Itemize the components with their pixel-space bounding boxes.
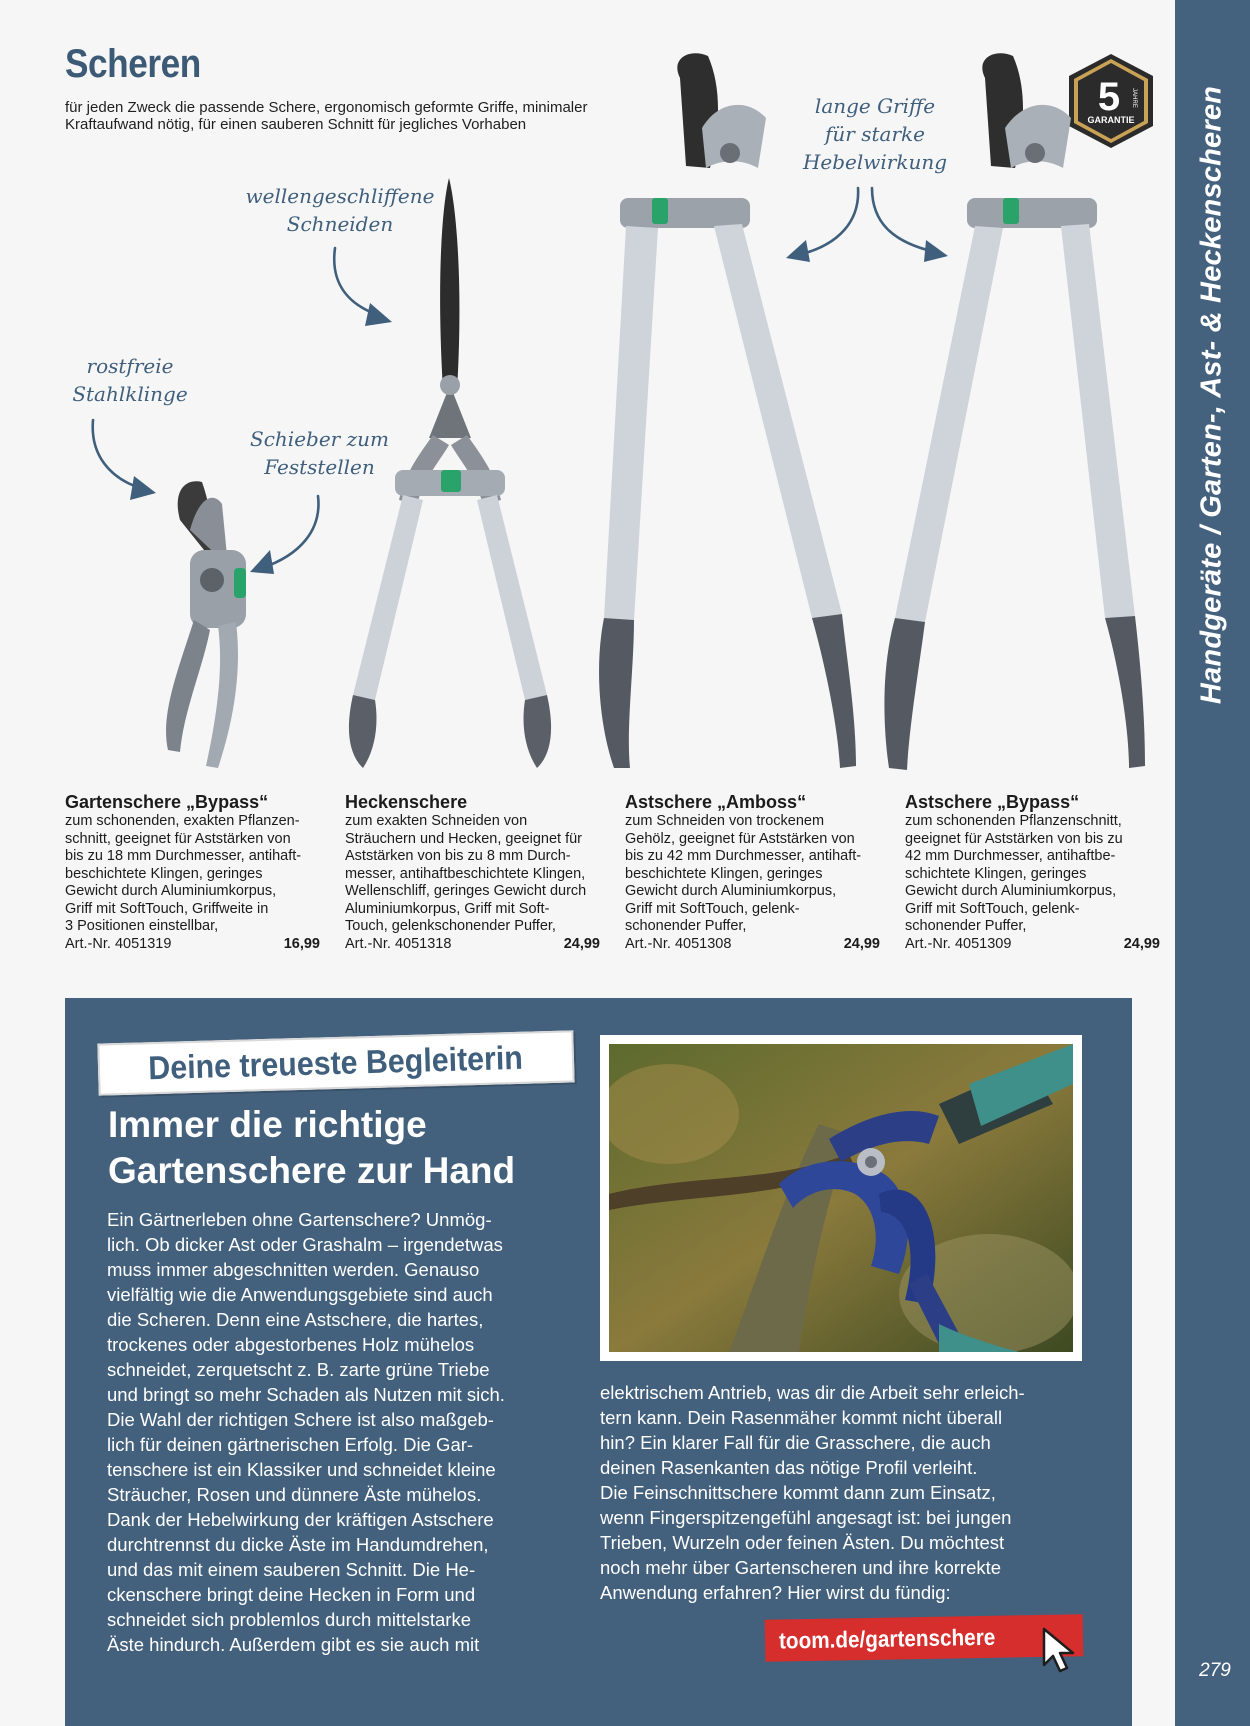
product-price: 16,99 [283, 935, 320, 952]
text-line: tern kann. Dein Rasenmäher kommt nicht überall [600, 1407, 1003, 1428]
badge-number: 5 [1097, 75, 1121, 119]
product-desc-line: Aststärken von bis zu 8 mm Durch- [345, 848, 571, 864]
page-number: 279 [1199, 1660, 1231, 1681]
product-art-row [905, 936, 1160, 954]
product-art-nr: Art.-Nr. 4051319 [65, 935, 172, 952]
product-desc-line: 3 Positionen einstellbar, [65, 918, 219, 934]
product-name: Astschere „Bypass“ [905, 792, 1080, 812]
product-art-nr: Art.-Nr. 4051308 [625, 935, 732, 952]
product-desc-line: schichtete Klingen, geringes [905, 865, 1087, 882]
page-title: Scheren [65, 42, 201, 86]
feature-text-col1 [107, 1207, 577, 1657]
product-desc-line: Wellenschliff, geringes Gewicht durch [345, 883, 587, 899]
text-line: und bringt so mehr Schaden als Nutzen mit sich. [107, 1384, 505, 1405]
feature-text-col2 [600, 1380, 1070, 1605]
product-desc-line: zum Schneiden von trockenem [625, 813, 825, 829]
text-line: hin? Ein klarer Fall für die Grasschere, die auch [600, 1432, 991, 1453]
product-desc-line: messer, antihaftbeschichtete Klingen, [345, 865, 586, 882]
product-art-nr: Art.-Nr. 4051318 [345, 935, 452, 952]
product-art-nr: Art.-Nr. 4051309 [905, 935, 1012, 952]
product-image-gartenschere-bypass [150, 470, 260, 770]
product-desc-line: zum exakten Schneiden von [345, 813, 528, 829]
product-desc-line: bis zu 42 mm Durchmesser, antihaft- [625, 848, 862, 864]
product-heckenschere [345, 792, 600, 953]
text-line: elektrischem Antrieb, was dir die Arbeit sehr erleich- [600, 1382, 1025, 1403]
product-desc-line: zum schonenden Pflanzenschnitt, [905, 813, 1122, 829]
feature-stamp-text: Deine treueste Begleiterin [148, 1038, 524, 1087]
product-desc-line: bis zu 18 mm Durchmesser, antihaft- [65, 848, 302, 864]
product-image-heckenschere [345, 170, 560, 775]
product-desc-line: Gewicht durch Aluminiumkorpus, [905, 883, 1117, 899]
note-line: Feststellen [264, 455, 375, 479]
product-desc-line: schnitt, geeignet für Aststärken von [65, 830, 291, 847]
text-line: Dank der Hebelwirkung der kräftigen Astschere [107, 1509, 494, 1530]
product-astschere-amboss [625, 792, 880, 953]
page-intro: für jeden Zweck die passende Schere, ergonomisch geformte Griffe, minimaler Kraftaufwand nötig, für einen sauberen Schnitt für jegliches Vorhaben [65, 99, 588, 133]
headline-line: Immer die richtige [108, 1104, 427, 1145]
product-desc-line: beschichtete Klingen, geringes [65, 865, 263, 882]
arrow-slider [262, 496, 318, 568]
product-art-row [625, 936, 880, 954]
text-line: schneidet, zerquetscht z. B. zarte grüne Triebe [107, 1359, 490, 1380]
cta-link-text: toom.de/gartenschere [778, 1623, 996, 1654]
text-line: die Scheren. Denn eine Astschere, die hartes, [107, 1309, 484, 1330]
product-desc-line: geeignet für Aststärken von bis zu [905, 830, 1123, 847]
product-desc-line: schonender Puffer, [625, 918, 747, 934]
pruning-photo-illustration [609, 1044, 1073, 1352]
text-line: durchtrennst du dicke Äste im Handumdrehen, [107, 1534, 489, 1555]
note-stainless [45, 352, 215, 408]
text-line: lich. Ob dicker Ast oder Grashalm – irgendetwas [107, 1234, 503, 1255]
text-line: Äste hindurch. Außerdem gibt es sie auch mit [107, 1634, 480, 1655]
text-line: noch mehr über Gartenscheren und ihre korrekte [600, 1557, 1002, 1578]
text-line: trockenes oder abgestorbenes Holz mühelos [107, 1334, 475, 1355]
side-category-title: Handgeräte / Garten-, Ast- & Heckenscheren [1195, 85, 1228, 705]
product-art-row [345, 936, 600, 954]
cta-link-gartenschere[interactable] [765, 1614, 1084, 1662]
note-line: Schieber zum [250, 427, 389, 451]
arrow-stainless [93, 420, 140, 488]
text-line: Sträucher, Rosen und dünnere Äste mühelos. [107, 1484, 482, 1505]
product-astschere-bypass [905, 792, 1160, 953]
text-line: deinen Rasenkanten das nötige Profil verleiht. [600, 1457, 978, 1478]
product-desc-line: schonender Puffer, [905, 918, 1027, 934]
note-line: Hebelwirkung [802, 150, 948, 174]
headline-line: Gartenschere zur Hand [108, 1150, 516, 1191]
text-line: muss immer abgeschnitten werden. Genauso [107, 1259, 480, 1280]
note-line: rostfreie [86, 354, 174, 378]
text-line: tenschere ist ein Klassiker und schneidet kleine [107, 1459, 496, 1480]
badge-label: GARANTIE [1087, 115, 1135, 125]
text-line: vielfältig wie die Anwendungsgebiete sind auch [107, 1284, 493, 1305]
text-line: wenn Fingerspitzengefühl angesagt ist: bei jungen [600, 1507, 1012, 1528]
product-desc-line: Griff mit SoftTouch, Griffweite in [65, 900, 269, 917]
product-desc-line: zum schonenden, exakten Pflanzen- [65, 813, 300, 829]
text-line: Trieben, Wurzeln oder feinen Ästen. Du möchtest [600, 1532, 1005, 1553]
product-price: 24,99 [1123, 935, 1160, 952]
badge-jahre: JAHRE [1131, 88, 1137, 108]
text-line: Anwendung erfahren? Hier wirst du fündig: [600, 1582, 951, 1603]
text-line: Ein Gärtnerleben ohne Gartenschere? Unmög- [107, 1209, 492, 1230]
note-line: für starke [825, 122, 925, 146]
feature-photo [600, 1035, 1082, 1361]
feature-headline [108, 1102, 568, 1194]
product-image-astschere-bypass [875, 48, 1145, 773]
product-price: 24,99 [563, 935, 600, 952]
text-line: Die Feinschnittschere kommt dann zum Einsatz, [600, 1482, 996, 1503]
text-line: lich für deinen gärtnerischen Erfolg. Die Gar- [107, 1434, 474, 1455]
mouse-cursor-icon [1040, 1627, 1084, 1673]
note-line: Schneiden [286, 212, 394, 236]
product-desc-line: Sträuchern und Hecken, geeignet für [345, 830, 582, 847]
product-gartenschere-bypass [65, 792, 320, 953]
text-line: schneidet sich problemlos durch mittelstarke [107, 1609, 471, 1630]
product-name: Astschere „Amboss“ [625, 792, 807, 812]
product-price: 24,99 [843, 935, 880, 952]
product-desc-line: Gewicht durch Aluminiumkorpus, [65, 883, 277, 899]
text-line: Die Wahl der richtigen Schere ist also maßgeb- [107, 1409, 494, 1430]
product-desc-line: Gewicht durch Aluminiumkorpus, [625, 883, 837, 899]
product-name: Heckenschere [345, 792, 468, 812]
product-desc-line: Aluminiumkorpus, Griff mit Soft- [345, 900, 550, 917]
product-desc-line: Touch, gelenkschonender Puffer, [345, 918, 556, 934]
text-line: und das mit einem sauberen Schnitt. Die He- [107, 1559, 476, 1580]
product-desc-line: Griff mit SoftTouch, gelenk- [625, 900, 800, 917]
product-desc-line: beschichtete Klingen, geringes [625, 865, 823, 882]
product-name: Gartenschere „Bypass“ [65, 792, 269, 812]
product-desc-line: 42 mm Durchmesser, antihaftbe- [905, 848, 1116, 864]
note-line: lange Griffe [814, 94, 936, 118]
note-line: Stahlklinge [72, 382, 188, 406]
product-desc-line: Gehölz, geeignet für Aststärken von [625, 830, 855, 847]
product-desc-line: Griff mit SoftTouch, gelenk- [905, 900, 1080, 917]
text-line: ckenschere bringt deine Hecken in Form und [107, 1584, 476, 1605]
note-line: wellengeschliffene [245, 184, 435, 208]
product-image-astschere-amboss [590, 48, 860, 773]
product-art-row [65, 936, 320, 954]
